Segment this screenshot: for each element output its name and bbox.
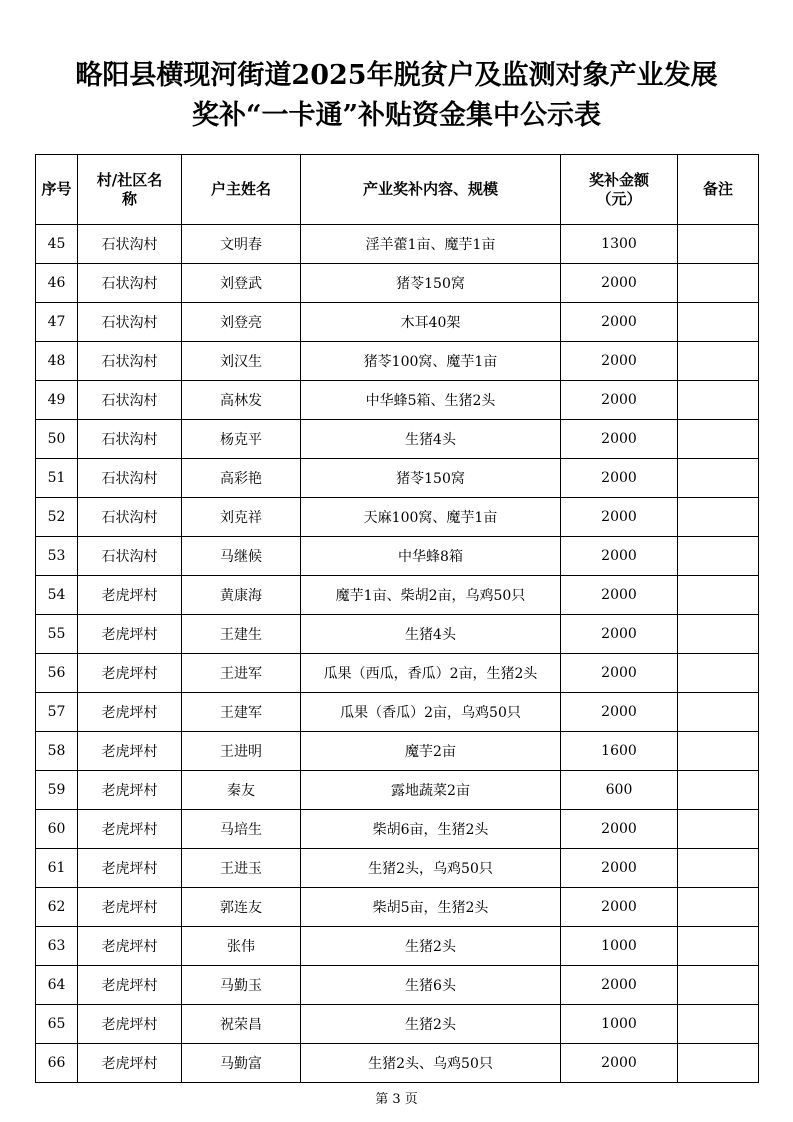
cell-content: 生猪2头、乌鸡50只	[301, 1044, 561, 1083]
cell-amount: 2000	[561, 693, 678, 732]
table-row	[36, 537, 759, 576]
cell-amount: 2000	[561, 342, 678, 381]
cell-amount: 2000	[561, 966, 678, 1005]
table-body	[36, 225, 759, 1083]
cell-remark	[678, 810, 759, 849]
cell-remark	[678, 927, 759, 966]
cell-village: 石状沟村	[78, 498, 182, 537]
cell-amount: 2000	[561, 576, 678, 615]
cell-village: 老虎坪村	[78, 615, 182, 654]
cell-village: 石状沟村	[78, 225, 182, 264]
cell-content: 魔芋1亩、柴胡2亩，乌鸡50只	[301, 576, 561, 615]
cell-name: 黄康海	[182, 576, 301, 615]
cell-village: 老虎坪村	[78, 693, 182, 732]
cell-village: 老虎坪村	[78, 927, 182, 966]
cell-remark	[678, 1044, 759, 1083]
table-row	[36, 225, 759, 264]
table-header-row	[36, 155, 759, 225]
header-content: 产业奖补内容、规模	[301, 155, 561, 225]
cell-amount: 2000	[561, 810, 678, 849]
header-seq: 序号	[36, 155, 78, 225]
table-row	[36, 264, 759, 303]
cell-amount: 2000	[561, 381, 678, 420]
cell-seq: 47	[36, 303, 78, 342]
cell-amount: 2000	[561, 264, 678, 303]
table-row	[36, 966, 759, 1005]
cell-seq: 46	[36, 264, 78, 303]
cell-remark	[678, 615, 759, 654]
cell-content: 生猪2头	[301, 1005, 561, 1044]
cell-content: 猪苓100窝、魔芋1亩	[301, 342, 561, 381]
cell-name: 张伟	[182, 927, 301, 966]
cell-remark	[678, 537, 759, 576]
header-name: 户主姓名	[182, 155, 301, 225]
cell-seq: 64	[36, 966, 78, 1005]
cell-remark	[678, 771, 759, 810]
cell-name: 杨克平	[182, 420, 301, 459]
cell-name: 王建生	[182, 615, 301, 654]
cell-seq: 56	[36, 654, 78, 693]
document-title-line-2: 奖补“一卡通”补贴资金集中公示表	[191, 100, 602, 131]
cell-seq: 48	[36, 342, 78, 381]
cell-village: 老虎坪村	[78, 576, 182, 615]
cell-name: 刘登亮	[182, 303, 301, 342]
table-row	[36, 459, 759, 498]
cell-content: 瓜果（香瓜）2亩，乌鸡50只	[301, 693, 561, 732]
cell-village: 石状沟村	[78, 459, 182, 498]
table-row	[36, 849, 759, 888]
cell-seq: 57	[36, 693, 78, 732]
cell-village: 石状沟村	[78, 420, 182, 459]
cell-amount: 2000	[561, 303, 678, 342]
cell-village: 老虎坪村	[78, 771, 182, 810]
cell-name: 秦友	[182, 771, 301, 810]
cell-seq: 59	[36, 771, 78, 810]
cell-seq: 60	[36, 810, 78, 849]
cell-amount: 2000	[561, 888, 678, 927]
cell-seq: 49	[36, 381, 78, 420]
cell-seq: 63	[36, 927, 78, 966]
cell-content: 生猪6头	[301, 966, 561, 1005]
cell-village: 石状沟村	[78, 303, 182, 342]
table-row	[36, 576, 759, 615]
cell-content: 生猪4头	[301, 615, 561, 654]
cell-remark	[678, 693, 759, 732]
cell-amount: 2000	[561, 849, 678, 888]
cell-content: 生猪4头	[301, 420, 561, 459]
cell-seq: 58	[36, 732, 78, 771]
cell-seq: 62	[36, 888, 78, 927]
cell-amount: 2000	[561, 615, 678, 654]
cell-village: 石状沟村	[78, 342, 182, 381]
table-row	[36, 303, 759, 342]
cell-content: 天麻100窝、魔芋1亩	[301, 498, 561, 537]
cell-amount: 1600	[561, 732, 678, 771]
cell-name: 马勤玉	[182, 966, 301, 1005]
table-row	[36, 342, 759, 381]
cell-name: 刘登武	[182, 264, 301, 303]
table-row	[36, 810, 759, 849]
cell-remark	[678, 225, 759, 264]
cell-village: 老虎坪村	[78, 849, 182, 888]
cell-content: 淫羊藿1亩、魔芋1亩	[301, 225, 561, 264]
cell-content: 生猪2头	[301, 927, 561, 966]
cell-name: 高林发	[182, 381, 301, 420]
cell-remark	[678, 381, 759, 420]
cell-remark	[678, 654, 759, 693]
cell-amount: 1000	[561, 1005, 678, 1044]
cell-remark	[678, 849, 759, 888]
cell-village: 老虎坪村	[78, 888, 182, 927]
header-amount: 奖补金额（元）	[561, 155, 678, 225]
cell-name: 文明春	[182, 225, 301, 264]
cell-remark	[678, 732, 759, 771]
cell-remark	[678, 498, 759, 537]
table-row	[36, 615, 759, 654]
cell-village: 老虎坪村	[78, 810, 182, 849]
cell-name: 马继候	[182, 537, 301, 576]
cell-name: 王进玉	[182, 849, 301, 888]
cell-name: 刘克祥	[182, 498, 301, 537]
subsidy-table	[35, 154, 759, 1083]
cell-seq: 51	[36, 459, 78, 498]
cell-village: 老虎坪村	[78, 1005, 182, 1044]
cell-name: 王进军	[182, 654, 301, 693]
table-row	[36, 381, 759, 420]
cell-name: 祝荣昌	[182, 1005, 301, 1044]
cell-amount: 1000	[561, 927, 678, 966]
table-row	[36, 498, 759, 537]
cell-remark	[678, 303, 759, 342]
header-remark: 备注	[678, 155, 759, 225]
cell-content: 猪苓150窝	[301, 264, 561, 303]
cell-seq: 52	[36, 498, 78, 537]
table-row	[36, 1044, 759, 1083]
cell-amount: 1300	[561, 225, 678, 264]
table-row	[36, 732, 759, 771]
cell-seq: 65	[36, 1005, 78, 1044]
cell-remark	[678, 1005, 759, 1044]
cell-seq: 53	[36, 537, 78, 576]
cell-content: 中华蜂5箱、生猪2头	[301, 381, 561, 420]
cell-amount: 2000	[561, 498, 678, 537]
cell-amount: 600	[561, 771, 678, 810]
cell-remark	[678, 342, 759, 381]
table-row	[36, 888, 759, 927]
cell-content: 柴胡6亩，生猪2头	[301, 810, 561, 849]
cell-village: 石状沟村	[78, 537, 182, 576]
table-row	[36, 693, 759, 732]
cell-content: 中华蜂8箱	[301, 537, 561, 576]
cell-amount: 2000	[561, 654, 678, 693]
cell-remark	[678, 459, 759, 498]
cell-seq: 54	[36, 576, 78, 615]
cell-content: 瓜果（西瓜，香瓜）2亩，生猪2头	[301, 654, 561, 693]
cell-remark	[678, 264, 759, 303]
cell-village: 老虎坪村	[78, 654, 182, 693]
cell-village: 老虎坪村	[78, 1044, 182, 1083]
cell-seq: 50	[36, 420, 78, 459]
cell-remark	[678, 420, 759, 459]
cell-name: 马培生	[182, 810, 301, 849]
table-row	[36, 771, 759, 810]
table-row	[36, 927, 759, 966]
cell-content: 生猪2头，乌鸡50只	[301, 849, 561, 888]
cell-seq: 55	[36, 615, 78, 654]
cell-name: 刘汉生	[182, 342, 301, 381]
cell-amount: 2000	[561, 1044, 678, 1083]
cell-content: 木耳40架	[301, 303, 561, 342]
cell-seq: 66	[36, 1044, 78, 1083]
cell-amount: 2000	[561, 459, 678, 498]
cell-village: 老虎坪村	[78, 966, 182, 1005]
cell-name: 马勤富	[182, 1044, 301, 1083]
cell-remark	[678, 576, 759, 615]
table-row	[36, 1005, 759, 1044]
cell-name: 高彩艳	[182, 459, 301, 498]
cell-village: 老虎坪村	[78, 732, 182, 771]
cell-seq: 45	[36, 225, 78, 264]
page-number: 第 3 页	[375, 1092, 418, 1107]
cell-content: 魔芋2亩	[301, 732, 561, 771]
table-row	[36, 420, 759, 459]
cell-seq: 61	[36, 849, 78, 888]
cell-content: 柴胡5亩，生猪2头	[301, 888, 561, 927]
document-title-line-1: 略阳县横现河街道2025年脱贫户及监测对象产业发展	[75, 60, 718, 91]
header-village: 村/社区名称	[78, 155, 182, 225]
cell-remark	[678, 888, 759, 927]
table-row	[36, 654, 759, 693]
cell-content: 露地蔬菜2亩	[301, 771, 561, 810]
cell-village: 石状沟村	[78, 381, 182, 420]
cell-name: 王进明	[182, 732, 301, 771]
cell-name: 王建军	[182, 693, 301, 732]
cell-amount: 2000	[561, 537, 678, 576]
cell-village: 石状沟村	[78, 264, 182, 303]
cell-amount: 2000	[561, 420, 678, 459]
cell-remark	[678, 966, 759, 1005]
cell-content: 猪苓150窝	[301, 459, 561, 498]
cell-name: 郭连友	[182, 888, 301, 927]
